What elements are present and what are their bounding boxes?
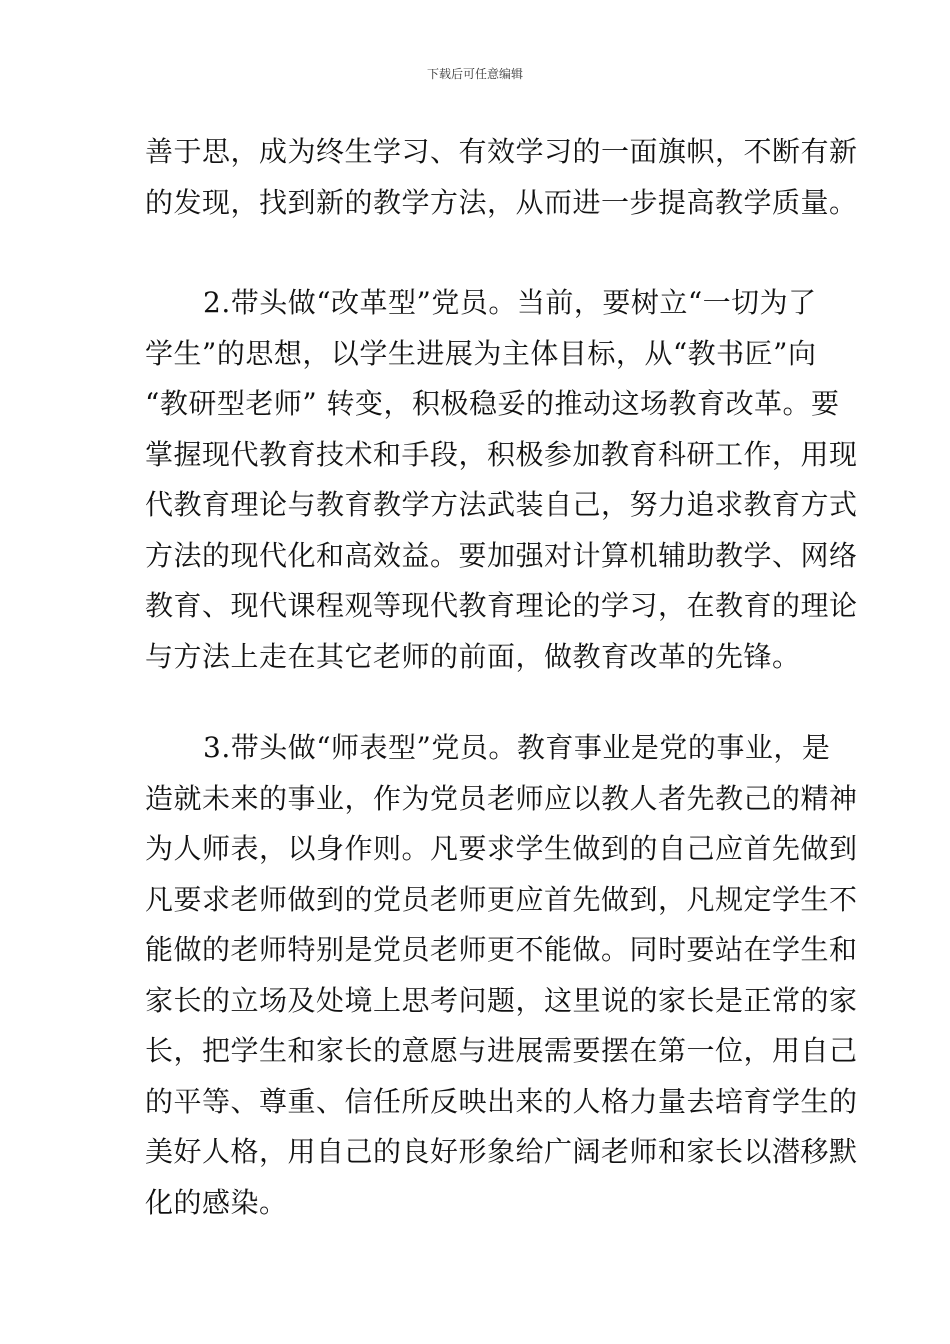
paragraph-line: 善于思，成为终生学习、有效学习的一面旗帜，不断有新 xyxy=(145,135,858,168)
paragraph-line: 美好人格，用自己的良好形象给广阔老师和家长以潜移默 xyxy=(145,1135,858,1168)
paragraph-line: 凡要求老师做到的党员老师更应首先做到，凡规定学生不 xyxy=(145,882,858,916)
paragraph-line: “教研型老师” 转变，积极稳妥的推动这场教育改革。要 xyxy=(145,387,840,420)
paragraph-line: 与方法上走在其它老师的前面，做教育改革的先锋。 xyxy=(145,639,801,673)
paragraph-line: 3.带头做“师表型”党员。教育事业是党的事业，是 xyxy=(203,731,831,764)
paragraph-line: 教育、现代课程观等现代教育理论的学习，在教育的理论 xyxy=(145,589,858,622)
paragraph-1 xyxy=(145,127,858,228)
paragraph-line: 方法的现代化和高效益。要加强对计算机辅助教学、网络 xyxy=(145,538,858,572)
paragraph-line: 掌握现代教育技术和手段，积极参加教育科研工作，用现 xyxy=(145,437,858,471)
paragraph-line: 家长的立场及处境上思考问题，这里说的家长是正常的家 xyxy=(145,983,858,1017)
paragraph-3 xyxy=(145,723,858,1228)
paragraph-2 xyxy=(145,278,858,682)
paragraph-line: 能做的老师特别是党员老师更不能做。同时要站在学生和 xyxy=(145,933,858,966)
paragraph-line: 2.带头做“改革型”党员。当前，要树立“一切为了 xyxy=(203,286,817,319)
paragraph-line: 的发现，找到新的教学方法，从而进一步提高教学质量。 xyxy=(145,185,858,219)
paragraph-line: 为人师表，以身作则。凡要求学生做到的自己应首先做到 xyxy=(145,832,858,865)
paragraph-line: 的平等、尊重、信任所反映出来的人格力量去培育学生的 xyxy=(145,1084,858,1118)
paragraph-line: 化的感染。 xyxy=(145,1185,288,1219)
paragraph-line: 造就未来的事业，作为党员老师应以教人者先教己的精神 xyxy=(145,781,858,815)
paragraph-line: 长，把学生和家长的意愿与进展需要摆在第一位，用自己 xyxy=(145,1034,858,1067)
paragraph-line: 代教育理论与教育教学方法武装自己，努力追求教育方式 xyxy=(145,488,858,521)
header-note: 下载后可任意编辑 xyxy=(426,67,523,81)
paragraph-line: 学生”的思想，以学生进展为主体目标，从“教书匠”向 xyxy=(145,336,817,370)
